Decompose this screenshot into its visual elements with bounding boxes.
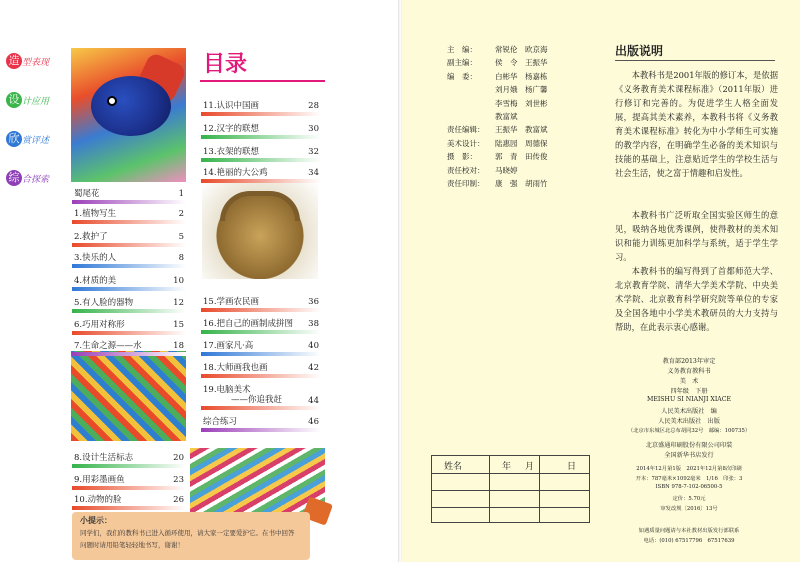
toc-item-bar [201,352,321,356]
dragon-painting-image [71,351,186,441]
toc-item-page: 18 [173,341,184,351]
toc-item-label: 8.设计生活标志 [74,453,134,463]
toc-item-bar [72,486,186,490]
publication-paragraph: 本教科书广泛听取全国实验区师生的意见，吸纳各地优秀课例，使得教材的美术知识和能力训练更加科学与系统，适于学生学习。 [615,210,778,262]
table-divider [432,473,589,474]
toc-item-label: 15.学画农民画 [203,297,260,307]
credit-role: 摄 影： [447,152,477,162]
toc-item[interactable] [201,167,321,183]
credit-row [447,83,607,96]
toc-item-bar [72,264,186,268]
credit-names: 常锐伦 欧京海 [495,45,548,54]
toc-item-bar [201,112,321,116]
toc-item-label: 蜀尾花 [74,189,100,199]
imprint-line: 如遇质量问题请与本社教材出版发行部联系 [638,528,740,534]
credit-row [447,177,607,190]
toc-item-label: 10.动物的脸 [74,495,122,505]
toc-item-page: 40 [308,341,319,351]
tip-title: 小提示： [80,516,112,525]
toc-item-bar [201,135,321,139]
toc-item-label: 2.救护了 [74,232,108,242]
fish-painting-image [71,48,186,182]
toc-item-page: 38 [308,319,319,329]
toc-item-page: 32 [308,147,319,157]
imprint-line: 定价：5.70元 [672,496,706,502]
toc-item-label: 13.衣架的联想 [203,147,260,157]
toc-item[interactable] [72,252,186,268]
toc-item-page: 26 [173,495,184,505]
imprint-line: 开本：787毫米×1092毫米 1/16 印张：3 [635,476,743,482]
credit-row [447,123,607,136]
toc-item[interactable] [72,231,186,247]
table-header-month: 月 [525,462,535,472]
credit-row [447,97,607,110]
toc-item[interactable] [72,494,186,510]
table-divider [539,456,540,522]
imprint-line: 人民美术出版社 出版 [658,418,720,425]
table-divider [432,507,589,508]
credit-role [447,110,495,123]
toc-item-label: 1.植物写生 [74,209,117,219]
toc-item-label: 12.汉字的联想 [203,124,260,134]
toc-item[interactable] [72,452,186,468]
toc-item[interactable] [201,100,321,116]
credit-role: 美术设计： [447,138,485,148]
toc-item-bar [201,428,321,432]
toc-item-label: 17.画家凡·高 [203,341,254,351]
tab-modeling[interactable] [0,51,62,71]
toc-item-bar [201,179,321,183]
credit-names: 侯 令 王振华 [495,58,548,68]
credit-row [447,70,607,83]
toc-item[interactable] [72,474,186,490]
credit-row [447,110,607,123]
toc-item[interactable] [201,318,321,334]
credit-names: 陆惠园 周德保 [495,138,548,148]
imprint-line: MEISHU SI NIANJI XIACE [647,396,731,403]
tab-label: 合探索 [22,175,50,185]
toc-item-bar [72,464,186,468]
tab-label: 计应用 [22,97,50,107]
imprint-line: 四年级 下册 [670,388,708,395]
toc-item-page: 15 [173,320,184,330]
credit-row [447,164,607,177]
toc-item[interactable] [201,416,321,432]
toc-item-bar [72,309,186,313]
tab-appreciation[interactable] [0,129,62,149]
toc-item-bar [72,200,186,204]
toc-item-label: 14.艳丽的大公鸡 [203,168,268,178]
toc-item-page: 42 [308,363,319,373]
toc-item-page: 28 [308,101,319,111]
credit-names: 白彬华 杨嘉栋 [495,71,548,81]
toc-item[interactable] [201,384,321,410]
imprint-line: 2014年12月第1版 2021年12月第8次印刷 [636,466,742,472]
tab-char: 欣 [6,131,22,147]
credit-row [447,137,607,150]
toc-item-bar [201,330,321,334]
tab-design[interactable] [0,90,62,110]
tab-char: 综 [6,170,22,186]
credit-role: 主 编： [447,45,477,54]
credit-role: 责任校对： [447,165,485,175]
toc-item-bar [201,374,321,378]
imprint-line: 美 术 [679,378,699,385]
credit-names: 王振华 教富斌 [495,125,548,135]
toc-item-bar [72,352,186,356]
credit-names: 郭 青 田传俊 [495,152,548,162]
imprint-line: 北京盛通印刷股份有限公司印装 [645,442,733,449]
toc-item-page: 1 [178,189,184,199]
toc-item-page: 10 [173,276,184,286]
credit-role [447,83,495,96]
signature-table [431,455,590,523]
credit-names: 李雪梅 刘世彬 [495,98,548,108]
toc-item-page: 5 [178,232,184,242]
toc-item-bar [201,158,321,162]
toc-item-bar [72,243,186,247]
toc-item-subtitle: ——你追我赶 [231,395,283,405]
toc-item[interactable] [201,146,321,162]
toc-item-bar [72,287,186,291]
toc-item[interactable] [201,123,321,139]
credit-names: 康 强 胡雨竹 [495,178,548,188]
publication-title-underline [615,60,775,61]
credit-role [447,97,495,110]
toc-item-label: 19.电脑美术 [203,385,251,395]
credits-list [447,43,607,190]
toc-item[interactable] [72,188,186,204]
credit-row [447,43,607,56]
imprint-line: 人民美术出版社 编 [661,408,717,415]
toc-item-page: 12 [173,298,184,308]
publication-paragraph: 本教科书的编写得到了首都师范大学、北京教育学院、清华大学美术学院、中央美术学院、北京教育科学研究院等单位的专家及全国各地中小学美术教研员的大力支持与帮助，在此表示衷心感谢。 [615,266,778,332]
toc-item-page: 36 [308,297,319,307]
tab-label: 赏评述 [22,136,50,146]
toc-item-page: 34 [308,168,319,178]
toc-item-label: 6.巧用对称形 [74,320,125,330]
publication-paragraph: 本教科书是2001年版的修订本，是依据《义务教育美术课程标准》（2011年版）进行修订和完善的。为促进学生人格全面发展，提高其美术素养，本教科书将《义务教育美术课程标准》转化为中小学师生可实施的教学内容，在明确学生必备的美术知识与技能的基础上，注意贴近学生的学校生活与社会生活，使之富于情趣和启发性。 [615,70,778,178]
credit-names: 刘月娥 杨广馨 [495,85,548,95]
credit-role: 责任编辑： [447,125,485,135]
bronze-pot-image [202,183,318,279]
imprint-line: 全国新华书店发行 [664,452,714,459]
toc-title-underline [200,80,325,82]
credit-role: 编 委： [447,71,477,81]
toc-item[interactable] [72,319,186,335]
toc-item[interactable] [72,297,186,313]
toc-item-label: 16.把自己的画制成拼图 [203,319,294,329]
imprint-line: 教育部2013年审定 [662,358,716,365]
toc-item-page: 30 [308,124,319,134]
table-header-name: 姓名 [444,462,463,472]
toc-item-page: 2 [178,209,184,219]
imprint-line: 审发改规〔2016〕13号 [660,506,718,512]
tab-label: 型表现 [22,58,50,68]
toc-item-bar [72,331,186,335]
toc-item[interactable] [201,340,321,356]
toc-item-page: 44 [308,396,319,406]
toc-item-bar [72,220,186,224]
toc-item-label: 18.大师画我也画 [203,363,268,373]
credit-names: 教富斌 [495,111,518,121]
publication-title: 出版说明 [615,44,664,58]
table-header-year: 年 [502,462,512,472]
imprint-line: ISBN 978-7-102-06500-5 [655,484,723,490]
table-header-day: 日 [567,462,577,472]
table-divider [432,490,589,491]
toc-item-page: 23 [173,475,184,485]
tab-exploration[interactable] [0,168,62,188]
toc-item[interactable] [72,208,186,224]
toc-item-label: 3.快乐的人 [74,253,117,263]
toc-item-bar [201,308,321,312]
toc-item-label: 11.认识中国画 [203,101,260,111]
tip-text: 同学们，我们的教科书已进入循环使用，请大家一定要爱护它。在书中回答问题时请用铅笔轻轻地书写，谢谢！ [80,529,295,549]
credit-row [447,56,607,69]
tab-char: 设 [6,92,22,108]
credit-names: 马晓婷 [495,165,518,175]
toc-item[interactable] [72,340,186,356]
credit-role: 责任印制： [447,178,485,188]
page-fold [398,0,402,562]
toc-item-label: 7.生命之源——水 [74,341,142,351]
tab-char: 造 [6,53,22,69]
toc-item-page: 20 [173,453,184,463]
credit-role: 副主编： [447,58,477,68]
toc-item-bar [201,406,321,410]
toc-item-bar [72,506,186,510]
toc-item-label: 5.有人脸的器物 [74,298,134,308]
toc-item[interactable] [201,362,321,378]
toc-item-page: 8 [178,253,184,263]
toc-item[interactable] [201,296,321,312]
imprint-line: 电话：(010) 67517796 67517639 [643,538,735,544]
toc-item-page: 46 [308,417,319,427]
toc-item-label: 4.材质的美 [74,276,117,286]
imprint-line: 义务教育教科书 [667,368,711,375]
imprint-line: （北京市东城区北总布胡同32号 邮编：100735） [627,428,751,434]
credit-row [447,150,607,163]
toc-item[interactable] [72,275,186,291]
toc-item-label: 综合练习 [203,417,238,427]
toc-item-label: 9.用彩墨画鱼 [74,475,125,485]
toc-title: 目录 [203,52,248,77]
table-divider [489,456,490,522]
